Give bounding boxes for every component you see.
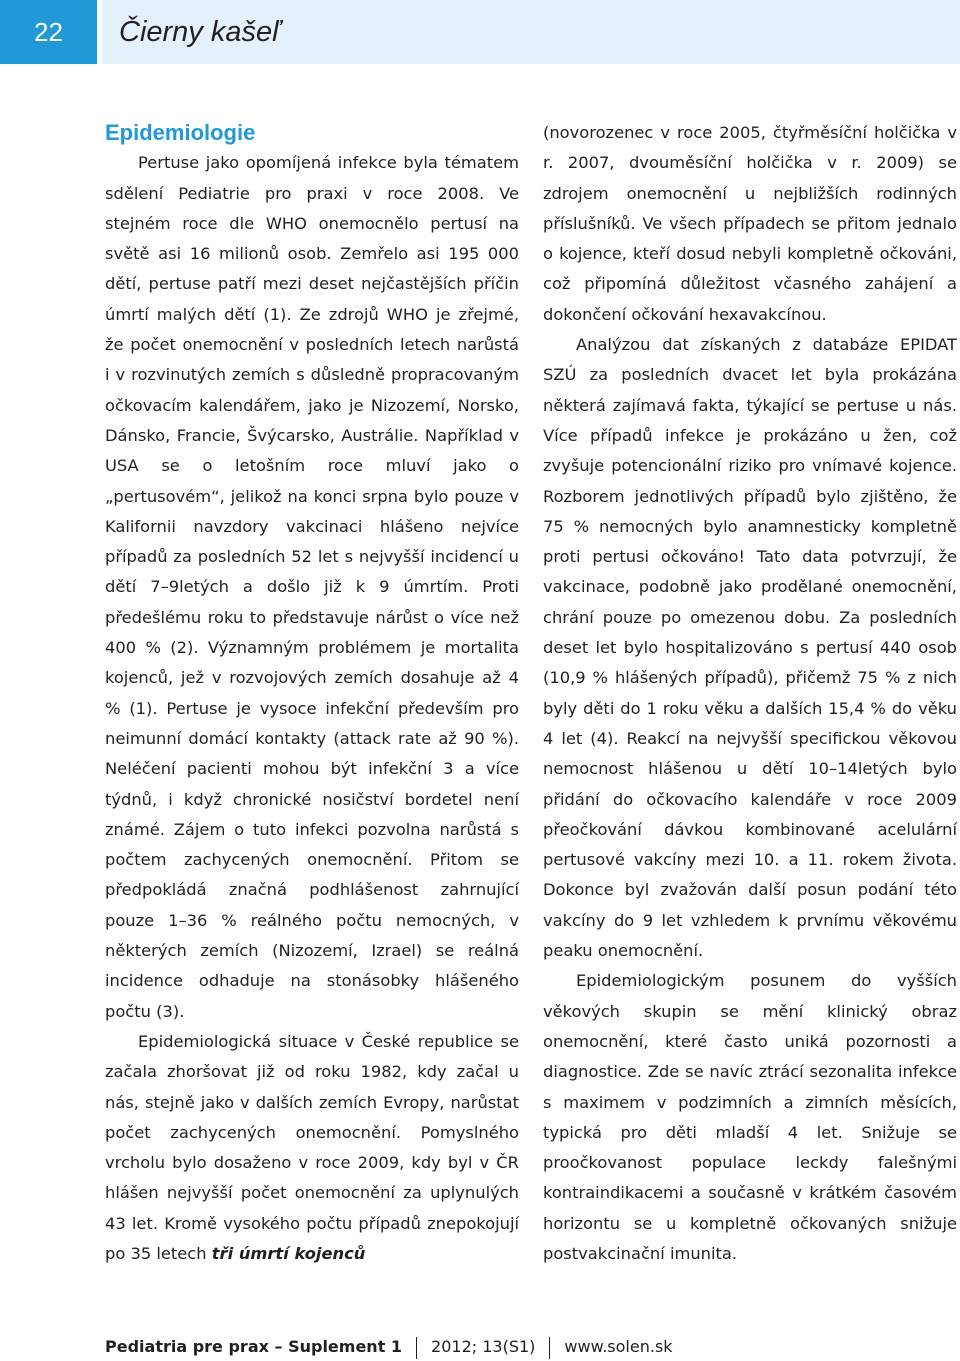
right-column [543, 118, 957, 1269]
paragraph-epidat-analysis: Analýzou dat získaných z databáze EPIDAT SZÚ za posledních dvacet let byla prokázána některá zajímavá fakta, týkající se pertuse u nás. Více případů infekce je prokázáno u žen, což zvyšuje potencionální riziko pro vnímavé kojence. Rozborem jednotlivých případů bylo zjištěno, že 75 % nemocných bylo anamnesticky kompletně proti pertusi očkováno! Tato data potvrzují, že vakcinace, podobně jako prodělané onemocnění, chrání pouze po omezenou dobu. Za posledních deset let bylo hospitalizováno s pertusí 440 osob (10,9 % hlášených případů), přičemž 75 % z nich byly děti do 1 roku věku a dalších 15,4 % do věku 4 let (4). Reakcí na nejvyšší specifickou věkovou nemocnost hlášenou u dětí 10–14letých bylo přidání do očkovacího kalendáře v roce 2009 přeočkování dávkou kombinované acelulární pertusové vakcíny mezi 10. a 11. rokem života. Dokonce byl zvažován další posun podání této vakcíny do 9 let vzhledem k prvnímu věkovému peaku onemocnění. [543, 335, 957, 961]
page-number: 22 [0, 0, 97, 64]
emphasis-infant-deaths: tři úmrtí kojenců [211, 1243, 366, 1263]
running-title: Čierny kašeľ [119, 16, 281, 48]
footer-separator [549, 1337, 550, 1359]
paragraph-czech-situation-text: Epidemiologická situace v České republice se začala zhoršovat již od roku 1982, kdy začal u nás, stejně jako v dalších zemích Evropy, narůstat počet zachycených onemocnění. Pomyslného vrcholu bylo dosaženo v roce 2009, kdy byl v ČR hlášen nejvyšší počet onemocnění za uplynulých 43 let. Kromě vysokého počtu případů znepokojují po 35 letech [105, 1031, 519, 1263]
footer-issue: 2012; 13(S1) [431, 1337, 536, 1356]
footer-website[interactable]: www.solen.sk [564, 1337, 673, 1356]
left-column [105, 118, 519, 1269]
paragraph-age-shift: Epidemiologickým posunem do vyšších věkových skupin se mění klinický obraz onemocnění, které často uniká pozornosti a diagnostice. Zde se navíc ztrácí sezonalita infekce s maximem v podzimních a zimních měsících, typická pro děti mladší 4 let. Snižuje se proočkovanost populace leckdy falešnými kontraindikacemi a současně v krátkém časovém horizontu se u kompletně očkovaných snižuje postvakcinační imunita. [543, 971, 957, 1263]
section-heading: Epidemiologie [105, 120, 256, 145]
paragraph-intro: Pertuse jako opomíjená infekce byla tématem sdělení Pediatrie pro praxi v roce 2008. Ve stejném roce dle WHO onemocnělo pertusí na světě asi 16 milionů osob. Zemřelo asi 195 000 dětí, pertuse patří mezi deset nejčastějších příčin úmrtí malých dětí (1). Ze zdrojů WHO je zřejmé, že počet onemocnění v posledních letech narůstá i v rozvinutých zemích s důsledně propracovaným očkovacím kalendářem, jako je Nizozemí, Norsko, Dánsko, Francie, Švýcarsko, Austrálie. Například v USA se o letošním roce mluví jako o „pertusovém“, jelikož na konci srpna bylo pouze v Kalifornii navzdory vakcinaci hlášeno nejvíce případů za posledních 52 let s nejvyšší incidencí u dětí 7–9letých a došlo již k 9 úmrtím. Proti předešlému roku to představuje nárůst o více než 400 % (2). Významným problémem je mortalita kojenců, jež v rozvojových zemích dosahuje až 4 % (1). Pertuse je vysoce infekční především pro neimunní domácí kontakty (attack rate až 90 %). Neléčení pacienti mohou být infekční 3 a více týdnů, i když chronické nosičství bordetel není známé. Zájem o tuto infekci pozvolna narůstá s počtem zachycených onemocnění. Přitom se předpokládá značná podhlášenost zahrnující pouze 1–36 % reálného počtu nemocných, v některých zemích (Nizozemí, Izrael) se reálná incidence odhaduje na stonásobky hlášeného počtu (3). [105, 153, 519, 1021]
paragraph-czech-situation [105, 1027, 519, 1269]
page-header [0, 0, 960, 64]
paragraph-continuation: (novorozenec v roce 2005, čtyřměsíční holčička v r. 2007, dvouměsíční holčička v r. 2009) se zdrojem onemocnění u nejbližších rodinných příslušníků. Ve všech případech se přitom jednalo o kojence, kteří dosud nebyli kompletně očkováni, což připomíná důležitost včasného zahájení a dokončení očkování hexavakcínou. [543, 123, 957, 324]
footer-separator [416, 1337, 417, 1359]
footer-journal: Pediatria pre prax – Suplement 1 [105, 1337, 403, 1356]
page-footer [105, 1333, 673, 1361]
